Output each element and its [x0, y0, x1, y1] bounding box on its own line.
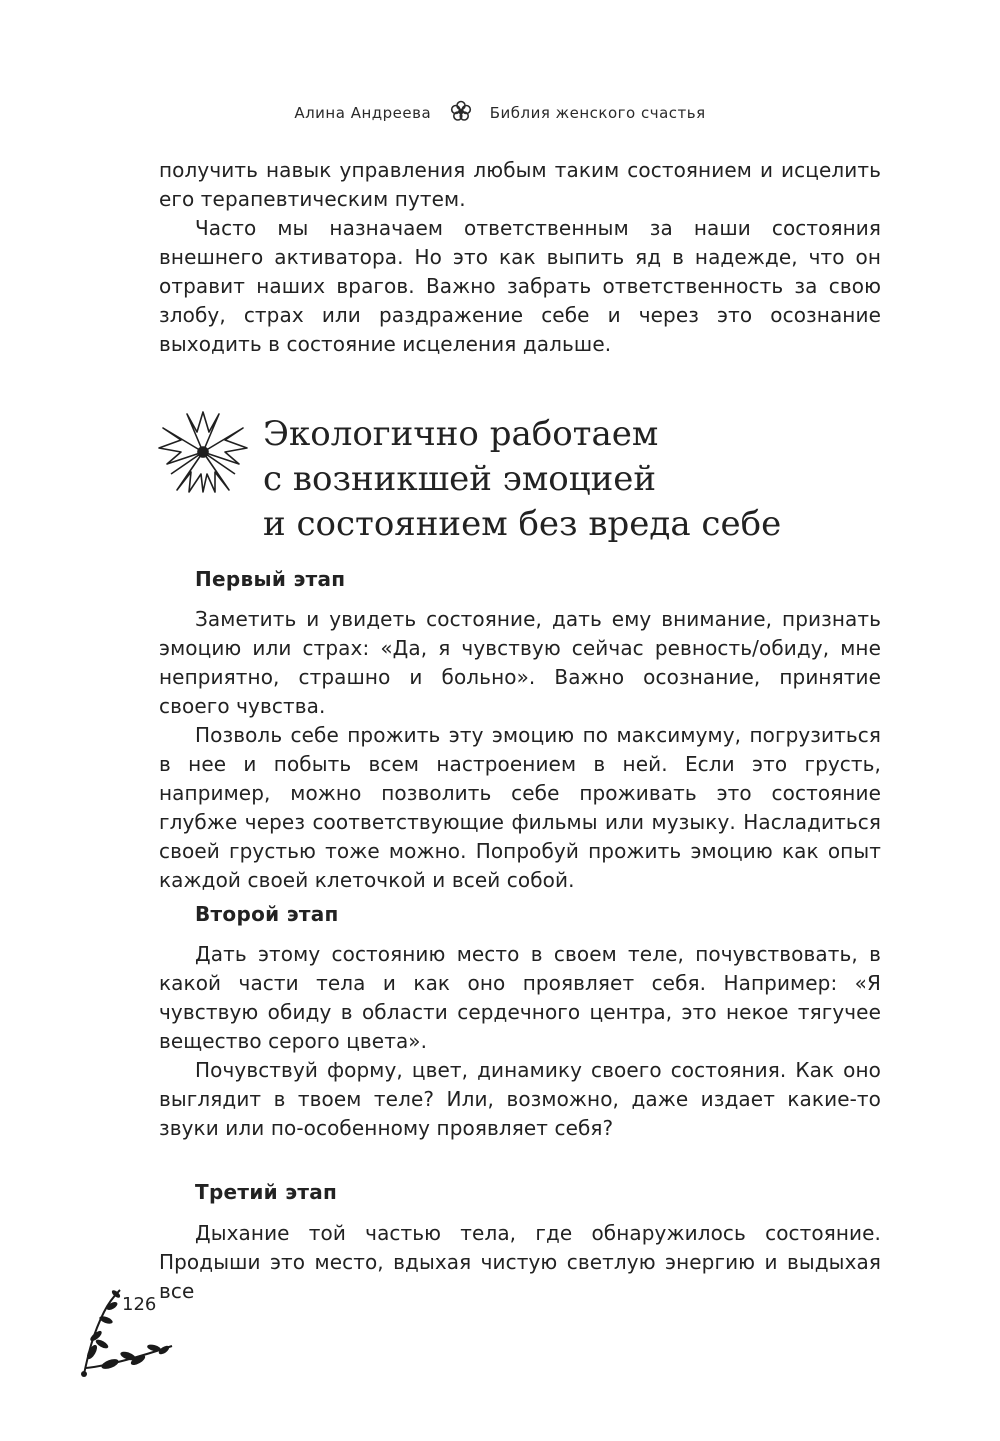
flower-icon — [450, 100, 472, 126]
section-3-text — [159, 1219, 881, 1306]
chapter-title-line: с возникшей эмоцией — [263, 459, 657, 499]
flower-ornament-icon — [157, 410, 249, 498]
chapter-title — [263, 412, 903, 547]
paragraph: Дать этому состоянию место в своем теле, почувствовать, в какой части тела и как оно проявляет себя. Например: «Я чувствую обиду в области сердечного центра, это некое тягучее вещество серого цвета». — [159, 942, 881, 1053]
page-number: 126 — [122, 1294, 157, 1315]
intro-text — [159, 156, 881, 359]
paragraph: Почувствуй форму, цвет, динамику своего состояния. Как оно выглядит в твоем теле? Или, возможно, даже издает какие-то звуки или по-особенному проявляет себя? — [159, 1058, 881, 1140]
paragraph: получить навык управления любым таким состоянием и исцелить его терапевтическим путем. — [159, 158, 881, 211]
paragraph: Заметить и увидеть состояние, дать ему внимание, признать эмоцию или страх: «Да, я чувствую сейчас ревность/обиду, мне неприятно, страшно и больно». Важно осознание, принятие своего чувства. — [159, 607, 881, 718]
book-title: Библия женского счастья — [489, 104, 706, 122]
paragraph: Дыхание той частью тела, где обнаружилось состояние. Продыши это место, вдыхая чистую светлую энергию и выдыхая все — [159, 1221, 881, 1303]
section-2-text — [159, 940, 881, 1143]
running-head — [0, 100, 1000, 126]
chapter-title-line: Экологично работаем — [263, 414, 659, 454]
section-heading: Первый этап — [195, 567, 346, 591]
chapter-title-line: и состоянием без вреда себе — [263, 504, 782, 544]
paragraph: Позволь себе прожить эту эмоцию по максимуму, погрузиться в нее и побыть всем настроением в ней. Если это грусть, например, можно позволить себе проживать это состояние глубже через соответствующие фильмы или музыку. Насладиться своей грустью тоже можно. Попробуй прожить эмоцию как опыт каждой своей клеточкой и всей собой. — [159, 723, 881, 892]
paragraph: Часто мы назначаем ответственным за наши состояния внешнего активатора. Но это как выпить яд в надежде, что он отравит наших врагов. Важно забрать ответственность за свою злобу, страх или раздражение себе и через это осознание выходить в состояние исцеления дальше. — [159, 216, 881, 356]
section-heading: Третий этап — [195, 1180, 338, 1204]
section-1-text — [159, 605, 881, 895]
section-heading: Второй этап — [195, 902, 339, 926]
author-name: Алина Андреева — [294, 104, 432, 122]
